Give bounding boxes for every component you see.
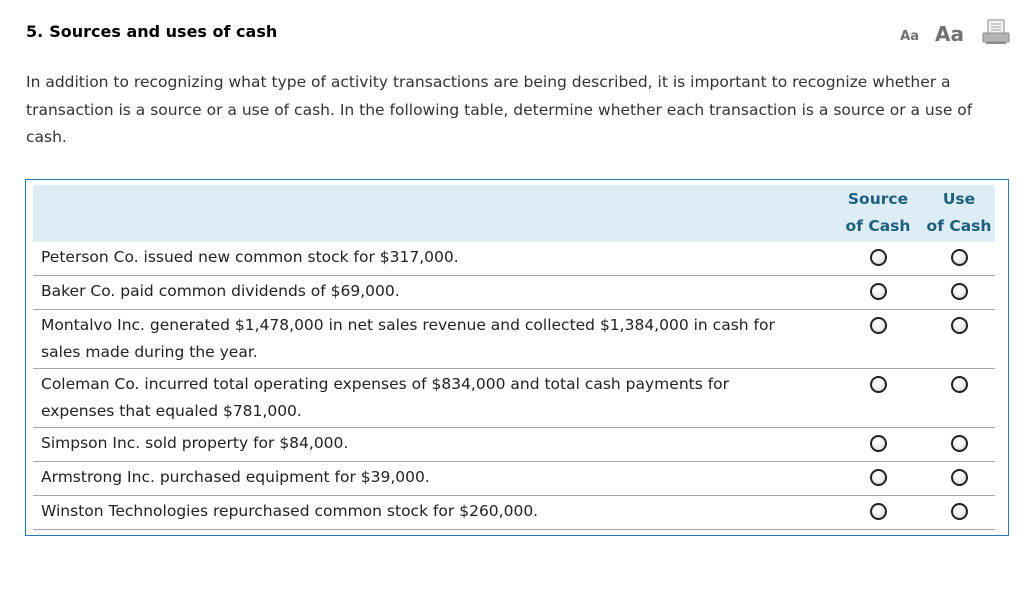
- use-radio[interactable]: [951, 469, 968, 486]
- question-number: 5.: [26, 22, 44, 41]
- transaction-text: Armstrong Inc. purchased equipment for $39,000.: [33, 462, 833, 496]
- transaction-text: Peterson Co. issued new common stock for $317,000.: [33, 242, 833, 276]
- source-radio[interactable]: [870, 249, 887, 266]
- transaction-text: Simpson Inc. sold property for $84,000.: [33, 428, 833, 462]
- source-radio[interactable]: [870, 283, 887, 300]
- source-use-table: [33, 185, 995, 530]
- header-source-of-cash: [833, 185, 923, 242]
- transaction-text: Montalvo Inc. generated $1,478,000 in net sales revenue and collected $1,384,000 in cash for sales made during the year.: [33, 310, 833, 369]
- use-radio[interactable]: [951, 376, 968, 393]
- question-title-text: Sources and uses of cash: [49, 22, 278, 41]
- use-radio[interactable]: [951, 317, 968, 334]
- intro-text: In addition to recognizing what type of activity transactions are being described, it is important to recognize whether a transaction is a source or a use of cash. In the following table, determine whether each transaction is a source or a use of cash.: [26, 73, 973, 146]
- source-radio[interactable]: [870, 503, 887, 520]
- print-icon: [982, 19, 1010, 45]
- use-radio[interactable]: [951, 503, 968, 520]
- decrease-font-button[interactable]: Aa: [900, 28, 920, 44]
- table-row: [33, 462, 995, 496]
- table-header-row: [33, 185, 995, 242]
- question-table-frame: [25, 179, 1009, 536]
- question-title: [26, 22, 277, 41]
- source-radio[interactable]: [870, 376, 887, 393]
- header-use-line2: of Cash: [926, 217, 992, 235]
- header-use-line1: Use: [942, 190, 976, 208]
- toolbar: [900, 20, 1010, 48]
- table-row: [33, 496, 995, 530]
- header-blank: [33, 185, 833, 242]
- table-row: [33, 310, 995, 369]
- use-radio[interactable]: [951, 435, 968, 452]
- transaction-text: Coleman Co. incurred total operating expenses of $834,000 and total cash payments for expenses that equaled $781,000.: [33, 369, 833, 428]
- increase-font-button[interactable]: Aa: [935, 22, 964, 46]
- use-radio[interactable]: [951, 249, 968, 266]
- header-source-line2: of Cash: [845, 217, 911, 235]
- table-row: [33, 276, 995, 310]
- table-row: [33, 369, 995, 428]
- source-radio[interactable]: [870, 435, 887, 452]
- header-source-line1: Source: [847, 190, 909, 208]
- transaction-text: Winston Technologies repurchased common stock for $260,000.: [33, 496, 833, 530]
- source-radio[interactable]: [870, 469, 887, 486]
- source-radio[interactable]: [870, 317, 887, 334]
- header-use-of-cash: [923, 185, 995, 242]
- table-row: [33, 428, 995, 462]
- table-row: [33, 242, 995, 276]
- use-radio[interactable]: [951, 283, 968, 300]
- print-button[interactable]: [982, 19, 1010, 49]
- transaction-text: Baker Co. paid common dividends of $69,000.: [33, 276, 833, 310]
